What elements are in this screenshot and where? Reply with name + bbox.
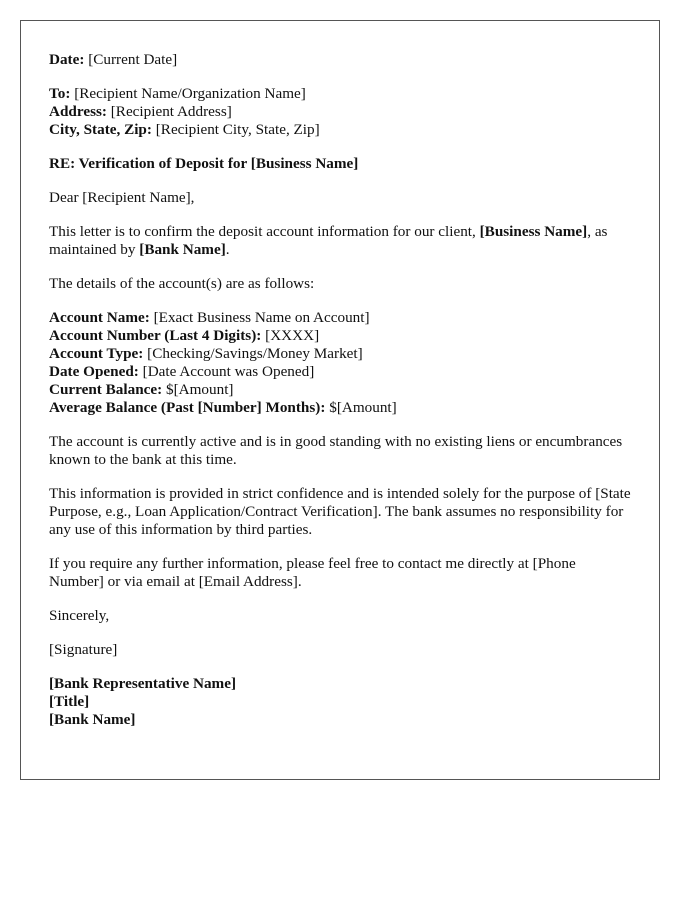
date-label: Date:: [49, 51, 85, 68]
signer-bank: [Bank Name]: [49, 711, 136, 728]
account-detail-label: Date Opened:: [49, 363, 139, 380]
recipient-block: [49, 85, 631, 139]
account-detail-label: Account Type:: [49, 345, 144, 362]
address-value: [Recipient Address]: [106, 103, 232, 120]
account-detail-value: [Date Account was Opened]: [138, 363, 315, 380]
intro-bank-name: [Bank Name]: [139, 241, 226, 258]
to-label: To:: [49, 85, 71, 102]
account-detail-value: [Checking/Savings/Money Market]: [143, 345, 363, 362]
intro-paragraph: [49, 223, 631, 259]
to-value: [Recipient Name/Organization Name]: [70, 85, 306, 102]
subject-text: RE: Verification of Deposit for [Business Name]: [49, 155, 359, 172]
signer-block: [49, 675, 631, 729]
contact-paragraph: If you require any further information, please feel free to contact me directly at [Phone Number] or via email at [Email Address].: [49, 555, 576, 590]
intro-text-1: This letter is to confirm the deposit account information for our client,: [49, 223, 480, 240]
subject-line: [49, 155, 631, 173]
account-detail-value: [XXXX]: [261, 327, 320, 344]
letter-page: [20, 20, 660, 780]
account-detail-row: [49, 381, 631, 399]
account-detail-label: Account Number (Last 4 Digits):: [49, 327, 262, 344]
confidentiality-paragraph: This information is provided in strict confidence and is intended solely for the purpose of [State Purpose, e.g., Loan Application/Contract Verification]. The bank assumes no responsibility for any use of this information by third parties.: [49, 485, 631, 538]
date-block: [49, 51, 631, 69]
intro-text-3: .: [225, 241, 230, 258]
account-detail-row: [49, 327, 631, 345]
account-detail-value: $[Amount]: [325, 399, 397, 416]
date-value: [Current Date]: [84, 51, 178, 68]
account-detail-value: [Exact Business Name on Account]: [149, 309, 370, 326]
signer-title: [Title]: [49, 693, 90, 710]
intro-business-name: [Business Name]: [479, 223, 588, 240]
account-detail-row: [49, 363, 631, 381]
address-label: Address:: [49, 103, 107, 120]
intro-text-2: , as maintained by: [49, 223, 608, 258]
account-detail-row: [49, 399, 631, 417]
signer-name: [Bank Representative Name]: [49, 675, 237, 692]
account-detail-label: Account Name:: [49, 309, 150, 326]
account-details: [49, 309, 631, 417]
city-state-zip-label: City, State, Zip:: [49, 121, 152, 138]
city-state-zip-value: [Recipient City, State, Zip]: [151, 121, 320, 138]
account-detail-label: Average Balance (Past [Number] Months):: [49, 399, 326, 416]
account-detail-value: $[Amount]: [162, 381, 234, 398]
closing: Sincerely,: [49, 607, 110, 624]
details-intro: The details of the account(s) are as follows:: [49, 275, 315, 292]
signature-placeholder: [Signature]: [49, 641, 118, 658]
status-paragraph: The account is currently active and is in good standing with no existing liens or encumbrances known to the bank at this time.: [49, 433, 623, 468]
salutation: Dear [Recipient Name],: [49, 189, 195, 206]
account-detail-row: [49, 345, 631, 363]
account-detail-label: Current Balance:: [49, 381, 163, 398]
account-detail-row: [49, 309, 631, 327]
